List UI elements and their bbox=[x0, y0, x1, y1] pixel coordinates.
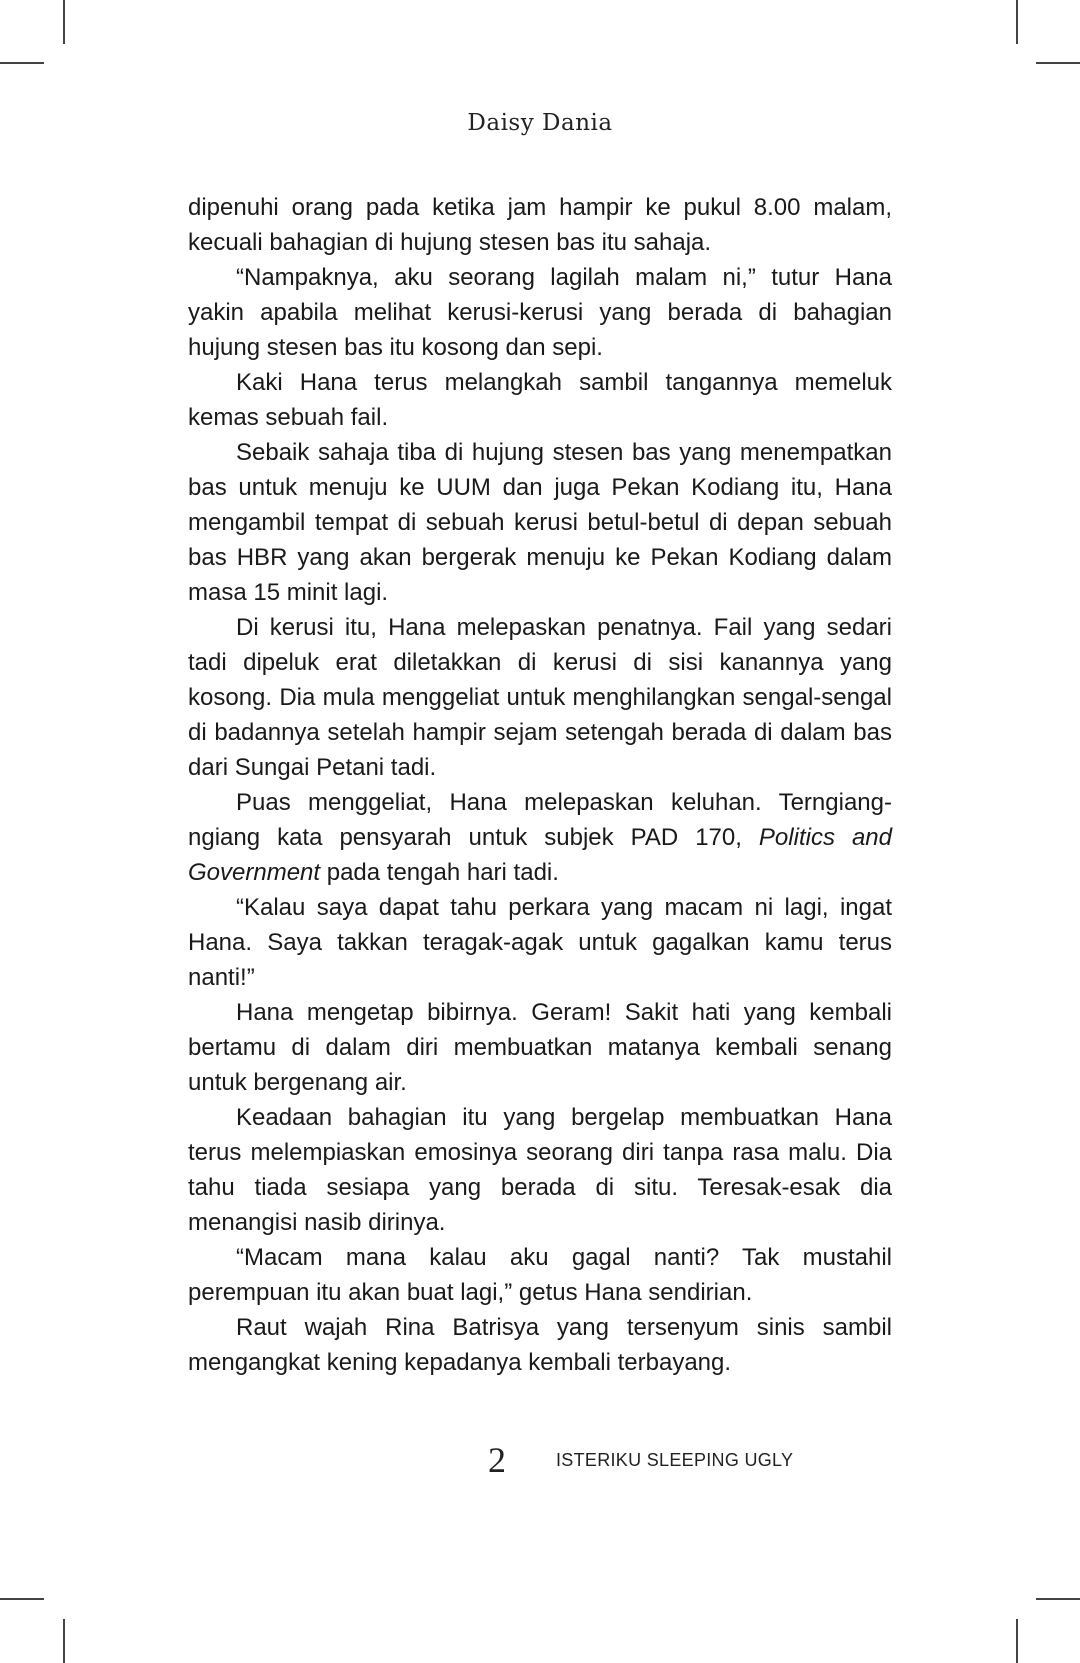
paragraph: dipenuhi orang pada ketika jam hampir ke pukul 8.00 malam, kecuali bahagian di hujung stesen bas itu sahaja. bbox=[188, 194, 892, 256]
paragraph bbox=[188, 785, 892, 890]
paragraph-text: Puas menggeliat, Hana melepaskan keluhan. Terngiang-ngiang kata pensyarah untuk subjek PAD 170, bbox=[188, 789, 892, 851]
crop-mark-top-right-vertical bbox=[1016, 0, 1018, 44]
crop-mark-top-left-horizontal bbox=[0, 62, 44, 64]
page-number: 2 bbox=[488, 1440, 506, 1480]
paragraph: “Macam mana kalau aku gagal nanti? Tak mustahil perempuan itu akan buat lagi,” getus Hana sendirian. bbox=[188, 1244, 892, 1306]
crop-mark-bottom-left-vertical bbox=[63, 1619, 65, 1663]
paragraph: Di kerusi itu, Hana melepaskan penatnya. Fail yang sedari tadi dipeluk erat diletakkan di kerusi di sisi kanannya yang kosong. Dia mula menggeliat untuk menghilangkan sengal-sengal di badannya setelah hampir sejam setengah berada di dalam bas dari Sungai Petani tadi. bbox=[188, 614, 892, 781]
crop-mark-top-left-vertical bbox=[63, 0, 65, 44]
paragraph: Raut wajah Rina Batrisya yang tersenyum sinis sambil mengangkat kening kepadanya kembali terbayang. bbox=[188, 1314, 892, 1376]
running-head-author: Daisy Dania bbox=[467, 110, 613, 136]
paragraph: “Nampaknya, aku seorang lagilah malam ni,” tutur Hana yakin apabila melihat kerusi-kerusi yang berada di bahagian hujung stesen bas itu kosong dan sepi. bbox=[188, 264, 892, 361]
italic-course-title: Politics and Government bbox=[188, 824, 892, 886]
paragraph: Keadaan bahagian itu yang bergelap membuatkan Hana terus melempiaskan emosinya seorang diri tanpa rasa malu. Dia tahu tiada sesiapa yang berada di situ. Teresak-esak dia menangisi nasib dirinya. bbox=[188, 1104, 892, 1236]
crop-mark-top-right-horizontal bbox=[1036, 62, 1080, 64]
paragraph: “Kalau saya dapat tahu perkara yang macam ni lagi, ingat Hana. Saya takkan teragak-agak untuk gagalkan kamu terus nanti!” bbox=[188, 894, 892, 991]
crop-mark-bottom-left-horizontal bbox=[0, 1598, 44, 1600]
paragraph: Hana mengetap bibirnya. Geram! Sakit hati yang kembali bertamu di dalam diri membuatkan matanya kembali senang untuk bergenang air. bbox=[188, 999, 892, 1096]
footer bbox=[0, 1440, 1080, 1480]
paragraph: Kaki Hana terus melangkah sambil tangannya memeluk kemas sebuah fail. bbox=[188, 369, 892, 431]
book-title: ISTERIKU SLEEPING UGLY bbox=[556, 1450, 794, 1470]
body-text bbox=[188, 190, 892, 1380]
paragraph: Sebaik sahaja tiba di hujung stesen bas yang menempatkan bas untuk menuju ke UUM dan juga Pekan Kodiang itu, Hana mengambil tempat di sebuah kerusi betul-betul di depan sebuah bas HBR yang akan bergerak menuju ke Pekan Kodiang dalam masa 15 minit lagi. bbox=[188, 439, 892, 606]
paragraph-text: pada tengah hari tadi. bbox=[320, 859, 559, 886]
crop-mark-bottom-right-horizontal bbox=[1036, 1598, 1080, 1600]
crop-mark-bottom-right-vertical bbox=[1016, 1619, 1018, 1663]
